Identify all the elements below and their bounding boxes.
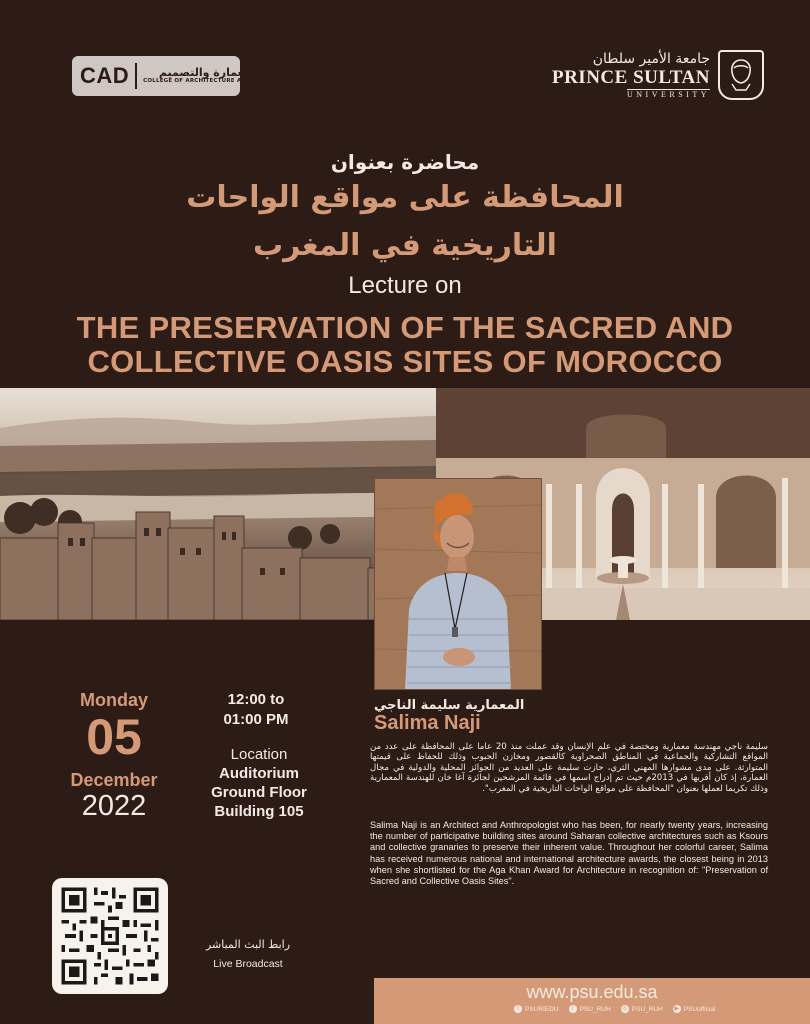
speaker-name-english: Salima Naji xyxy=(374,712,481,734)
english-title-line-1: THE PRESERVATION OF THE SACRED AND xyxy=(76,310,734,345)
live-broadcast-qr-code[interactable] xyxy=(52,878,168,994)
event-time xyxy=(206,690,306,731)
event-month: December xyxy=(70,770,158,790)
psu-logo-subtitle: UNIVERSITY xyxy=(627,89,710,99)
arabic-lecture-intro: محاضرة بعنوان xyxy=(330,150,480,174)
instagram-icon: ◎ xyxy=(622,1006,628,1012)
oasis-landscape-photo xyxy=(0,388,436,620)
footer-band xyxy=(374,978,810,1024)
location-building: Building 105 xyxy=(214,803,304,820)
qr-code-icon xyxy=(58,884,162,988)
youtube-handle: PSUofficial xyxy=(683,1005,716,1013)
psu-logo-arabic: جامعة الأمير سلطان xyxy=(592,50,710,67)
social-handles xyxy=(514,1005,715,1013)
twitter-icon: t xyxy=(569,1005,577,1013)
psu-logo-english: PRINCE SULTAN xyxy=(551,66,710,88)
lecture-on-label: Lecture on xyxy=(348,272,462,299)
location-venue: Auditorium xyxy=(219,765,299,782)
event-time-start: 12:00 to xyxy=(227,691,285,708)
cad-college-logo xyxy=(72,56,278,96)
live-broadcast-label-english: Live Broadcast xyxy=(213,958,283,970)
instagram-handle: PSU_RUH xyxy=(631,1005,663,1013)
live-broadcast-label-arabic: رابط البث المباشر xyxy=(205,938,291,951)
facebook-icon: f xyxy=(514,1005,522,1013)
psu-emblem-icon xyxy=(718,50,764,100)
website-link[interactable]: www.psu.edu.sa xyxy=(526,982,658,1002)
youtube-icon: ▶ xyxy=(674,1006,680,1012)
arabic-title-line-2: التاريخية في المغرب xyxy=(253,228,557,263)
cad-logo-text xyxy=(137,67,277,84)
event-day-number: 05 xyxy=(86,709,142,765)
speaker-bio-english: Salima Naji is an Architect and Anthropologist who has been, for nearly twenty years, increasing the number of participative building sites around Saharan collective architectures such as Ksours and collective granaries to preserve their inherent value. Throughout her colorful career, Salima has received numerous national and international architecture awards, the closest being in 2013 when she shortlisted for the Aga Khan Award for Architecture in recognition of: "Preservation of Sacred and Collective Oasis Sites". xyxy=(370,820,768,887)
psu-logo-text xyxy=(552,52,710,99)
speaker-portrait-photo xyxy=(374,478,542,690)
facebook-handle: PSURIEDU xyxy=(525,1005,559,1013)
social-instagram[interactable] xyxy=(621,1005,663,1013)
location-label: Location xyxy=(230,746,288,763)
twitter-handle: PSU_RUH xyxy=(579,1005,611,1013)
cad-logo-english: COLLEGE OF ARCHITECTURE AND DESIGN xyxy=(143,77,278,84)
social-twitter[interactable] xyxy=(569,1005,611,1013)
arabic-title-line-1: المحافظة على مواقع الواحات xyxy=(186,180,624,215)
speaker-bio-arabic: سليمة ناجي مهندسة معمارية ومختصة في علم الإنسان وقد عملت منذ 20 عاما على المحافظة على عدد من المواقع التشاركية والجماعية في المناطق الصحراوية كالقصور ومخازن الحبوب وذلك للحفاظ على قيمتها المتوارثة. على مدى مشوارها المهني الثري، حازت سليمة على العديد من الجوائز المحلية والدولية في مجال العمارة، إذ كان أقربها في 2013م حيث تم إدراج اسمها في قائمة المرشحين لجائزة آغا خان للهندسة المعمارية وذلك تكريما لعملها بعنوان "المحافظة على مواقع الواحات التاريخية في المغرب". xyxy=(370,742,768,794)
english-title-line-2: COLLECTIVE OASIS SITES OF MOROCCO xyxy=(87,344,723,379)
event-day-name: Monday xyxy=(79,690,148,710)
speaker-name-arabic: المعمارية سليمة الناجي xyxy=(374,698,525,713)
social-facebook[interactable] xyxy=(514,1005,559,1013)
location-floor: Ground Floor xyxy=(211,784,307,801)
psu-university-logo xyxy=(552,50,764,100)
social-youtube[interactable] xyxy=(673,1005,716,1013)
cad-logo-mark: CAD xyxy=(80,63,137,89)
event-year: 2022 xyxy=(81,790,147,822)
event-time-end: 01:00 PM xyxy=(223,711,289,729)
cad-logo-arabic: كلية العمارة والتصميم xyxy=(158,66,278,80)
